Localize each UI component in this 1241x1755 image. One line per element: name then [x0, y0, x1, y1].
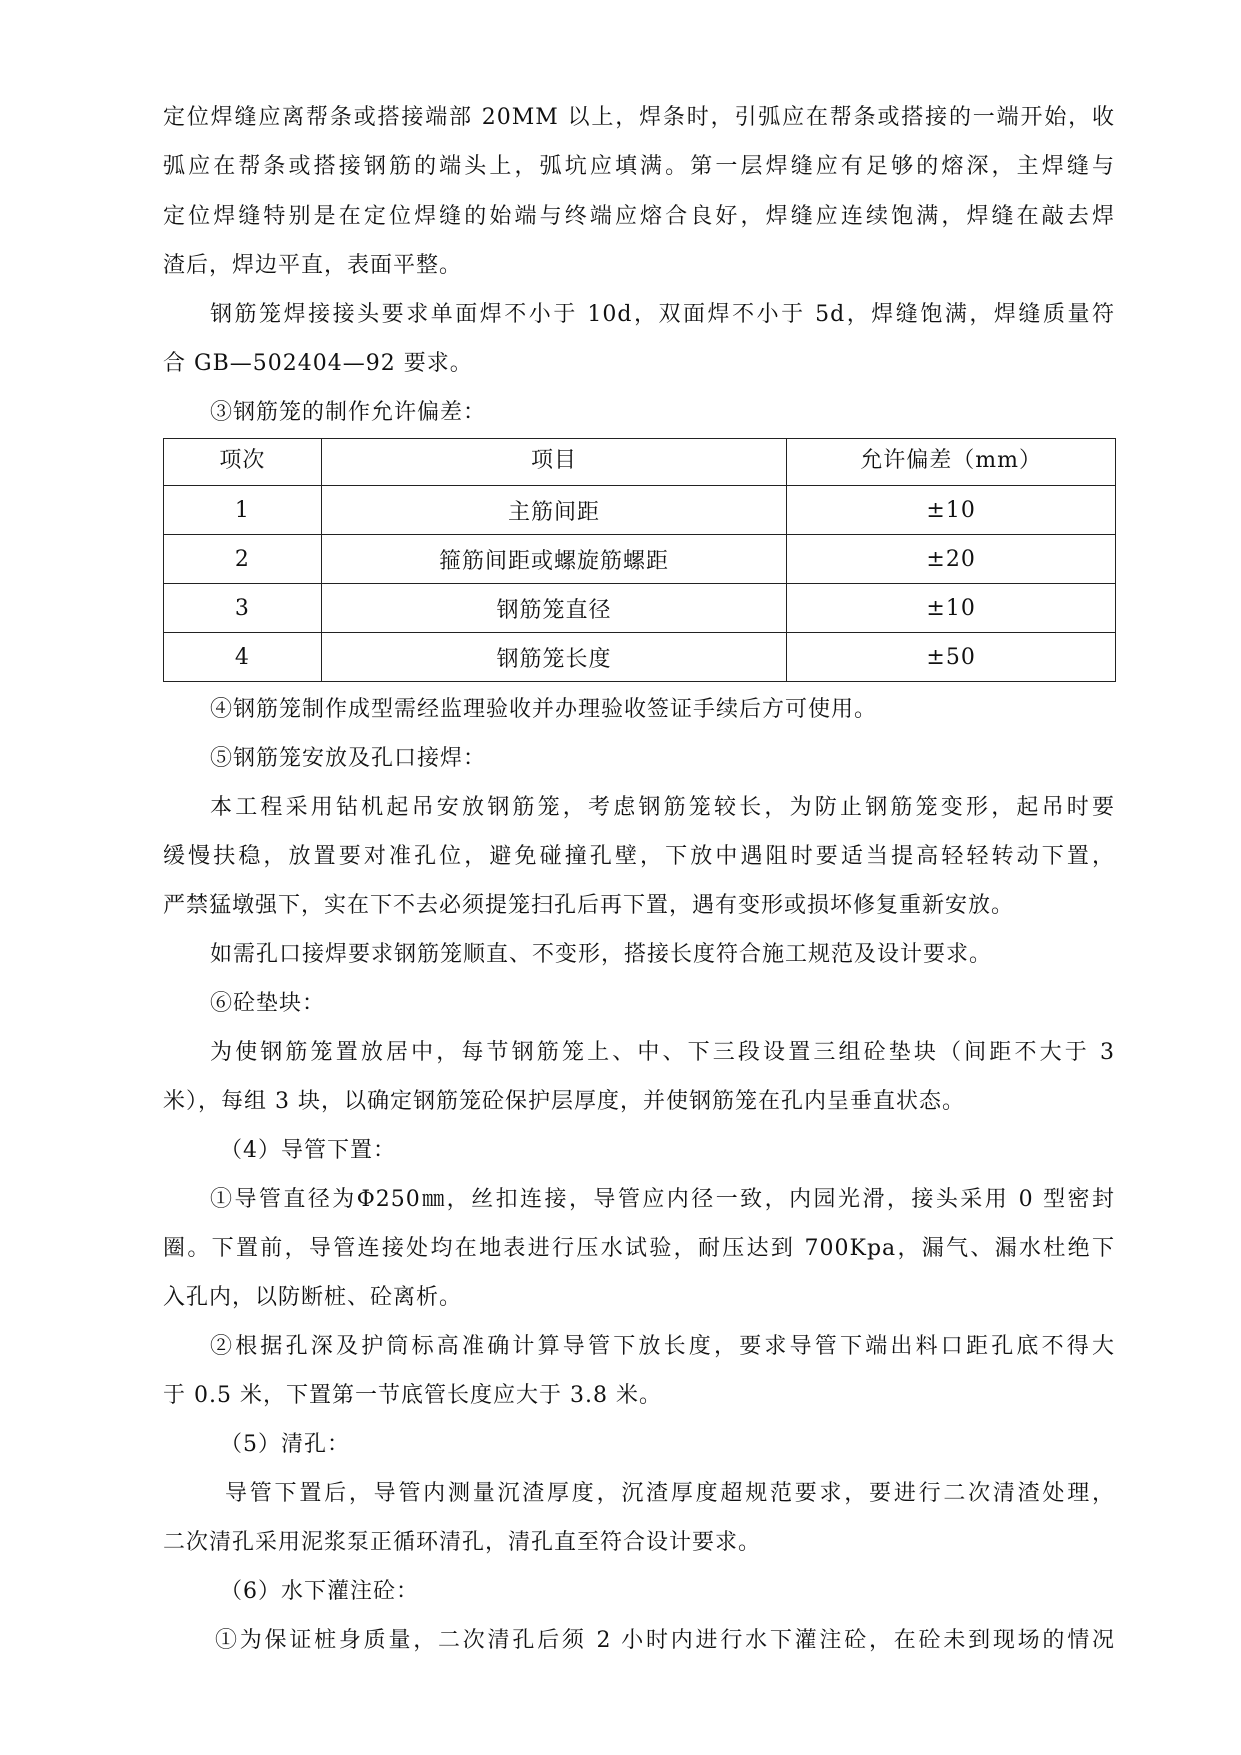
table-row — [164, 633, 1116, 682]
paragraph-line: 定位焊缝特别是在定位焊缝的始端与终端应熔合良好，焊缝应连续饱满，焊缝在敲去焊 — [163, 204, 1115, 229]
table-caption: ③钢筋笼的制作允许偏差： — [210, 400, 487, 425]
paragraph-line: 如需孔口接焊要求钢筋笼顺直、不变形，搭接长度符合施工规范及设计要求。 — [210, 942, 993, 967]
paragraph-line: 弧应在帮条或搭接钢筋的端头上，弧坑应填满。第一层焊缝应有足够的熔深，主焊缝与 — [163, 154, 1115, 179]
table-cell: ±10 — [787, 584, 1116, 633]
table-cell: 1 — [164, 486, 322, 535]
table-cell: 3 — [164, 584, 322, 633]
section-heading: （5）清孔： — [220, 1432, 350, 1457]
section-heading: ⑤钢筋笼安放及孔口接焊： — [210, 746, 487, 771]
table-header-cell: 允许偏差（mm） — [787, 439, 1116, 486]
paragraph-line: 渣后，焊边平直，表面平整。 — [163, 253, 463, 278]
section-heading: ⑥砼垫块： — [210, 991, 326, 1016]
table-header-row — [164, 439, 1116, 486]
paragraph-line: 米），每组 3 块，以确定钢筋笼砼保护层厚度，并使钢筋笼在孔内呈垂直状态。 — [163, 1089, 965, 1114]
paragraph-line: 导管下置后，导管内测量沉渣厚度，沉渣厚度超规范要求，要进行二次清渣处理， — [225, 1481, 1115, 1506]
table-cell: ±20 — [787, 535, 1116, 584]
table-cell: 2 — [164, 535, 322, 584]
paragraph-line: 严禁猛墩强下，实在下不去必须提笼扫孔后再下置，遇有变形或损坏修复重新安放。 — [163, 893, 1015, 918]
paragraph-line: 入孔内，以防断桩、砼离析。 — [163, 1285, 463, 1310]
paragraph-line: ①导管直径为Φ250㎜，丝扣连接，导管应内径一致，内园光滑，接头采用 0 型密封 — [210, 1187, 1115, 1212]
paragraph-line: ②根据孔深及护筒标高准确计算导管下放长度，要求导管下端出料口距孔底不得大 — [210, 1334, 1115, 1359]
table-cell: ±50 — [787, 633, 1116, 682]
table-cell: 主筋间距 — [321, 486, 786, 535]
paragraph-line: 缓慢扶稳，放置要对准孔位，避免碰撞孔壁，下放中遇阻时要适当提高轻轻转动下置， — [163, 844, 1115, 869]
table-row — [164, 535, 1116, 584]
paragraph-line: 为使钢筋笼置放居中，每节钢筋笼上、中、下三段设置三组砼垫块（间距不大于 3 — [210, 1040, 1115, 1065]
table-cell: 钢筋笼直径 — [321, 584, 786, 633]
paragraph-line: 圈。下置前，导管连接处均在地表进行压水试验，耐压达到 700Kpa，漏气、漏水杜绝下 — [163, 1236, 1115, 1261]
table-row — [164, 584, 1116, 633]
paragraph-line: 钢筋笼焊接接头要求单面焊不小于 10d，双面焊不小于 5d，焊缝饱满，焊缝质量符 — [210, 302, 1115, 327]
paragraph-line: 于 0.5 米，下置第一节底管长度应大于 3.8 米。 — [163, 1383, 662, 1408]
paragraph-line: ④钢筋笼制作成型需经监理验收并办理验收签证手续后方可使用。 — [210, 697, 878, 722]
table-cell: 4 — [164, 633, 322, 682]
tolerance-table — [163, 438, 1116, 682]
table-cell: ±10 — [787, 486, 1116, 535]
section-heading: （4）导管下置： — [220, 1138, 396, 1163]
paragraph-line: 合 GB—502404—92 要求。 — [163, 351, 473, 376]
paragraph-line: 本工程采用钻机起吊安放钢筋笼，考虑钢筋笼较长，为防止钢筋笼变形，起吊时要 — [210, 795, 1115, 820]
table-cell: 箍筋间距或螺旋筋螺距 — [321, 535, 786, 584]
table-header-cell: 项次 — [164, 439, 322, 486]
table-row — [164, 486, 1116, 535]
paragraph-line: 二次清孔采用泥浆泵正循环清孔，清孔直至符合设计要求。 — [163, 1530, 762, 1555]
paragraph-line: 定位焊缝应离帮条或搭接端部 20MM 以上，焊条时，引弧应在帮条或搭接的一端开始，收 — [163, 105, 1115, 130]
table-cell: 钢筋笼长度 — [321, 633, 786, 682]
section-heading: （6）水下灌注砼： — [220, 1579, 419, 1604]
table-header-cell: 项目 — [321, 439, 786, 486]
paragraph-line: ①为保证桩身质量，二次清孔后须 2 小时内进行水下灌注砼，在砼未到现场的情况 — [215, 1628, 1115, 1653]
